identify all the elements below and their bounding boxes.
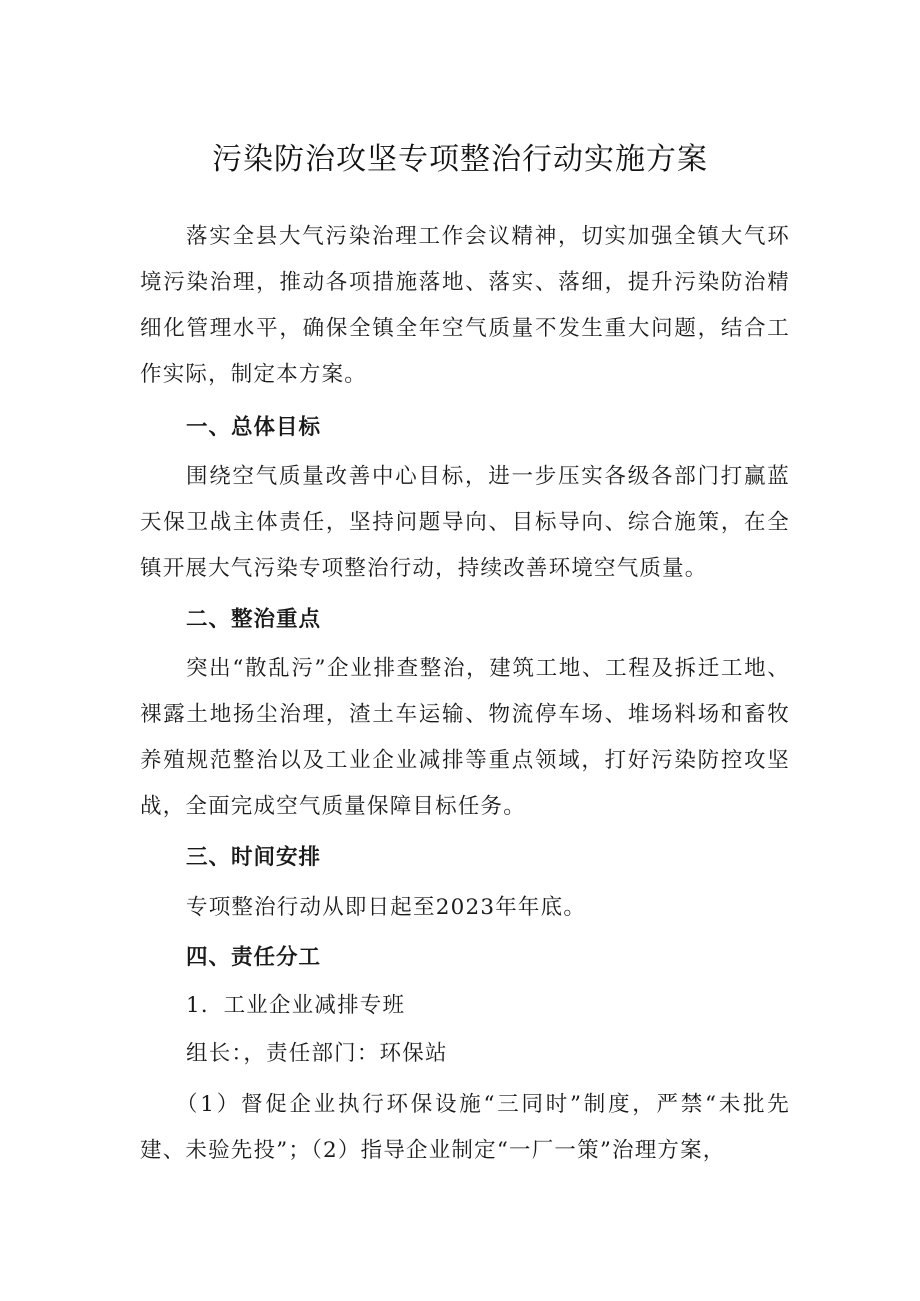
item-title: 1．工业企业减排专班 (186, 993, 406, 1018)
section-schedule-text: 专项整治行动从即日起至2023年年底。 (186, 895, 587, 920)
section-heading-schedule: 三、时间安排 (186, 845, 322, 870)
document-title: 污染防治攻坚专项整治行动实施方案 (212, 142, 708, 177)
section-heading-goals: 一、总体目标 (186, 415, 322, 440)
item-duties-text: （1）督促企业执行环保设施“三同时”制度，严禁“未批先建、未验先投”；（2）指导企业制定“一厂一策”治理方案， (140, 1092, 790, 1163)
section-heading-focus: 二、整治重点 (186, 607, 322, 632)
section-heading-responsibility: 四、责任分工 (186, 945, 322, 970)
item-leader-line: 组长：，责任部门：环保站 (186, 1041, 448, 1066)
intro-paragraph: 落实全县大气污染治理工作会议精神，切实加强全镇大气环境污染治理，推动各项措施落地、落实、落细，提升污染防治精细化管理水平，确保全镇全年空气质量不发生重大问题，结合工作实际，制定本方案。 (140, 224, 790, 387)
section-focus-text: 突出“散乱污”企业排查整治，建筑工地、工程及拆迁工地、裸露土地扬尘治理，渣土车运输、物流停车场、堆场料场和畜牧养殖规范整治以及工业企业减排等重点领域，打好污染防控攻坚战，全面完成空气质量保障目标任务。 (140, 656, 790, 819)
section-goals-text: 围绕空气质量改善中心目标，进一步压实各级各部门打赢蓝天保卫战主体责任，坚持问题导向、目标导向、综合施策，在全镇开展大气污染专项整治行动，持续改善环境空气质量。 (140, 464, 790, 581)
